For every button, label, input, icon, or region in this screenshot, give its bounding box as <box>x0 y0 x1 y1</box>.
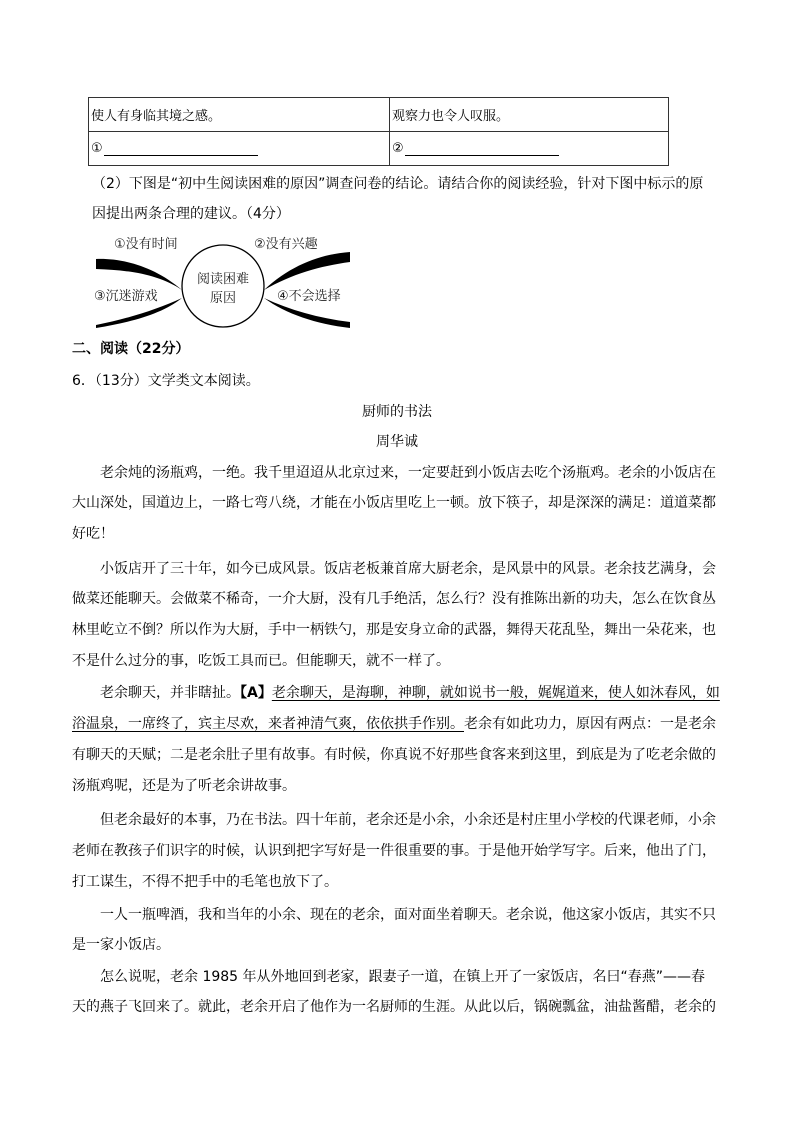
paragraph-line: 老师在教孩子们识字的时候，认识到把字写好是一件很重要的事。于是他开始学写字。后来，他出了门， <box>72 843 716 859</box>
answer-number: ① <box>91 141 103 156</box>
answer-number: ② <box>392 141 404 156</box>
marker-a: 【A】 <box>240 685 272 701</box>
reading-difficulty-diagram <box>92 228 354 328</box>
question-6-label: 6．（13分）文学类文本阅读。 <box>72 373 260 389</box>
article-author: 周华诚 <box>376 434 418 450</box>
table-cell: 观察力也令人叹服。 <box>390 98 669 132</box>
branch-shape <box>96 259 182 290</box>
table-cell: 使人有身临其境之感。 <box>89 98 390 132</box>
paragraph-line: 有聊天的天赋；二是老余肚子里有故事。有时候，你真说不好那些食客来到这里，到底是为了吃老余做的 <box>72 747 716 763</box>
table-row <box>89 98 669 132</box>
paragraph-line: 汤瓶鸡呢，还是为了听老余讲故事。 <box>72 778 296 794</box>
underlined-sentence: 老余聊天，是海聊，神聊，就如说书一般，娓娓道来，使人如沐春风，如 <box>271 685 720 701</box>
paragraph-line: 是一家小饭店。 <box>72 937 170 953</box>
question-2-text: （2）下图是“初中生阅读困难的原因”调查问卷的结论。请结合你的阅读经验，针对下图中标示的原 <box>92 176 704 192</box>
answer-blank[interactable] <box>405 141 559 156</box>
paragraph-line: 打工谋生，不得不把手中的毛笔也放下了。 <box>72 874 338 890</box>
section-heading: 二、阅读（22分） <box>72 341 190 357</box>
answer-table <box>88 97 669 166</box>
paragraph-line: 但老余最好的本事，乃在书法。四十年前，老余还是小余，小余还是村庄里小学校的代课老师，小余 <box>100 812 716 828</box>
line-text: 老余有如此功力，原因有两点：一是老余 <box>464 716 716 732</box>
line-text: 老余聊天，并非瞎扯。 <box>100 685 240 701</box>
reason-label: ①没有时间 <box>114 237 178 252</box>
answer-blank[interactable] <box>104 141 258 156</box>
center-label: 原因 <box>209 291 237 306</box>
reason-label: ③沉迷游戏 <box>94 289 158 304</box>
paragraph-line: 天的燕子飞回来了。就此，老余开启了他作为一名厨师的生涯。从此以后，锅碗瓢盆，油盐酱醋，老余的 <box>72 999 716 1015</box>
paragraph-line <box>100 683 720 703</box>
branch-shape <box>264 252 350 290</box>
center-label: 阅读困难 <box>196 272 250 287</box>
paragraph-line: 好吃！ <box>72 526 114 542</box>
table-row <box>89 132 669 166</box>
question-2-text: 因提出两条合理的建议。（4分） <box>92 206 290 222</box>
paragraph-line: 老余炖的汤瓶鸡，一绝。我千里迢迢从北京过来，一定要赶到小饭店去吃个汤瓶鸡。老余的小饭店在 <box>100 465 716 481</box>
paragraph-line: 小饭店开了三十年，如今已成风景。饭店老板兼首席大厨老余，是风景中的风景。老余技艺满身，会 <box>100 561 716 577</box>
article-title: 厨师的书法 <box>362 404 432 420</box>
paragraph-line: 做菜还能聊天。会做菜不稀奇，一介大厨，没有几手绝活，怎么行？没有推陈出新的功夫，怎么在饮食丛 <box>72 591 716 607</box>
answer-cell-1[interactable] <box>89 132 390 166</box>
paragraph-line <box>72 714 716 734</box>
answer-cell-2[interactable] <box>390 132 669 166</box>
reason-label: ④不会选择 <box>277 289 341 304</box>
paragraph-line: 不是什么过分的事，吃饭工具而已。但能聊天，就不一样了。 <box>72 653 450 669</box>
paragraph-line: 林里屹立不倒？所以作为大厨，手中一柄铁勺，那是安身立命的武器，舞得天花乱坠，舞出一朵花来，也 <box>72 622 716 638</box>
paragraph-line: 大山深处，国道边上，一路七弯八绕，才能在小饭店里吃上一顿。放下筷子，却是深深的满足：道道菜都 <box>72 495 716 511</box>
reason-label: ②没有兴趣 <box>254 237 318 252</box>
paragraph-line: 一人一瓶啤酒，我和当年的小余、现在的老余，面对面坐着聊天。老余说，他这家小饭店，其实不只 <box>100 907 716 923</box>
paragraph-line: 怎么说呢，老余 1985 年从外地回到老家，跟妻子一道，在镇上开了一家饭店，名曰“春燕”——春 <box>100 969 706 985</box>
underlined-sentence: 浴温泉，一席终了，宾主尽欢，来者神清气爽，依依拱手作别。 <box>72 716 464 732</box>
